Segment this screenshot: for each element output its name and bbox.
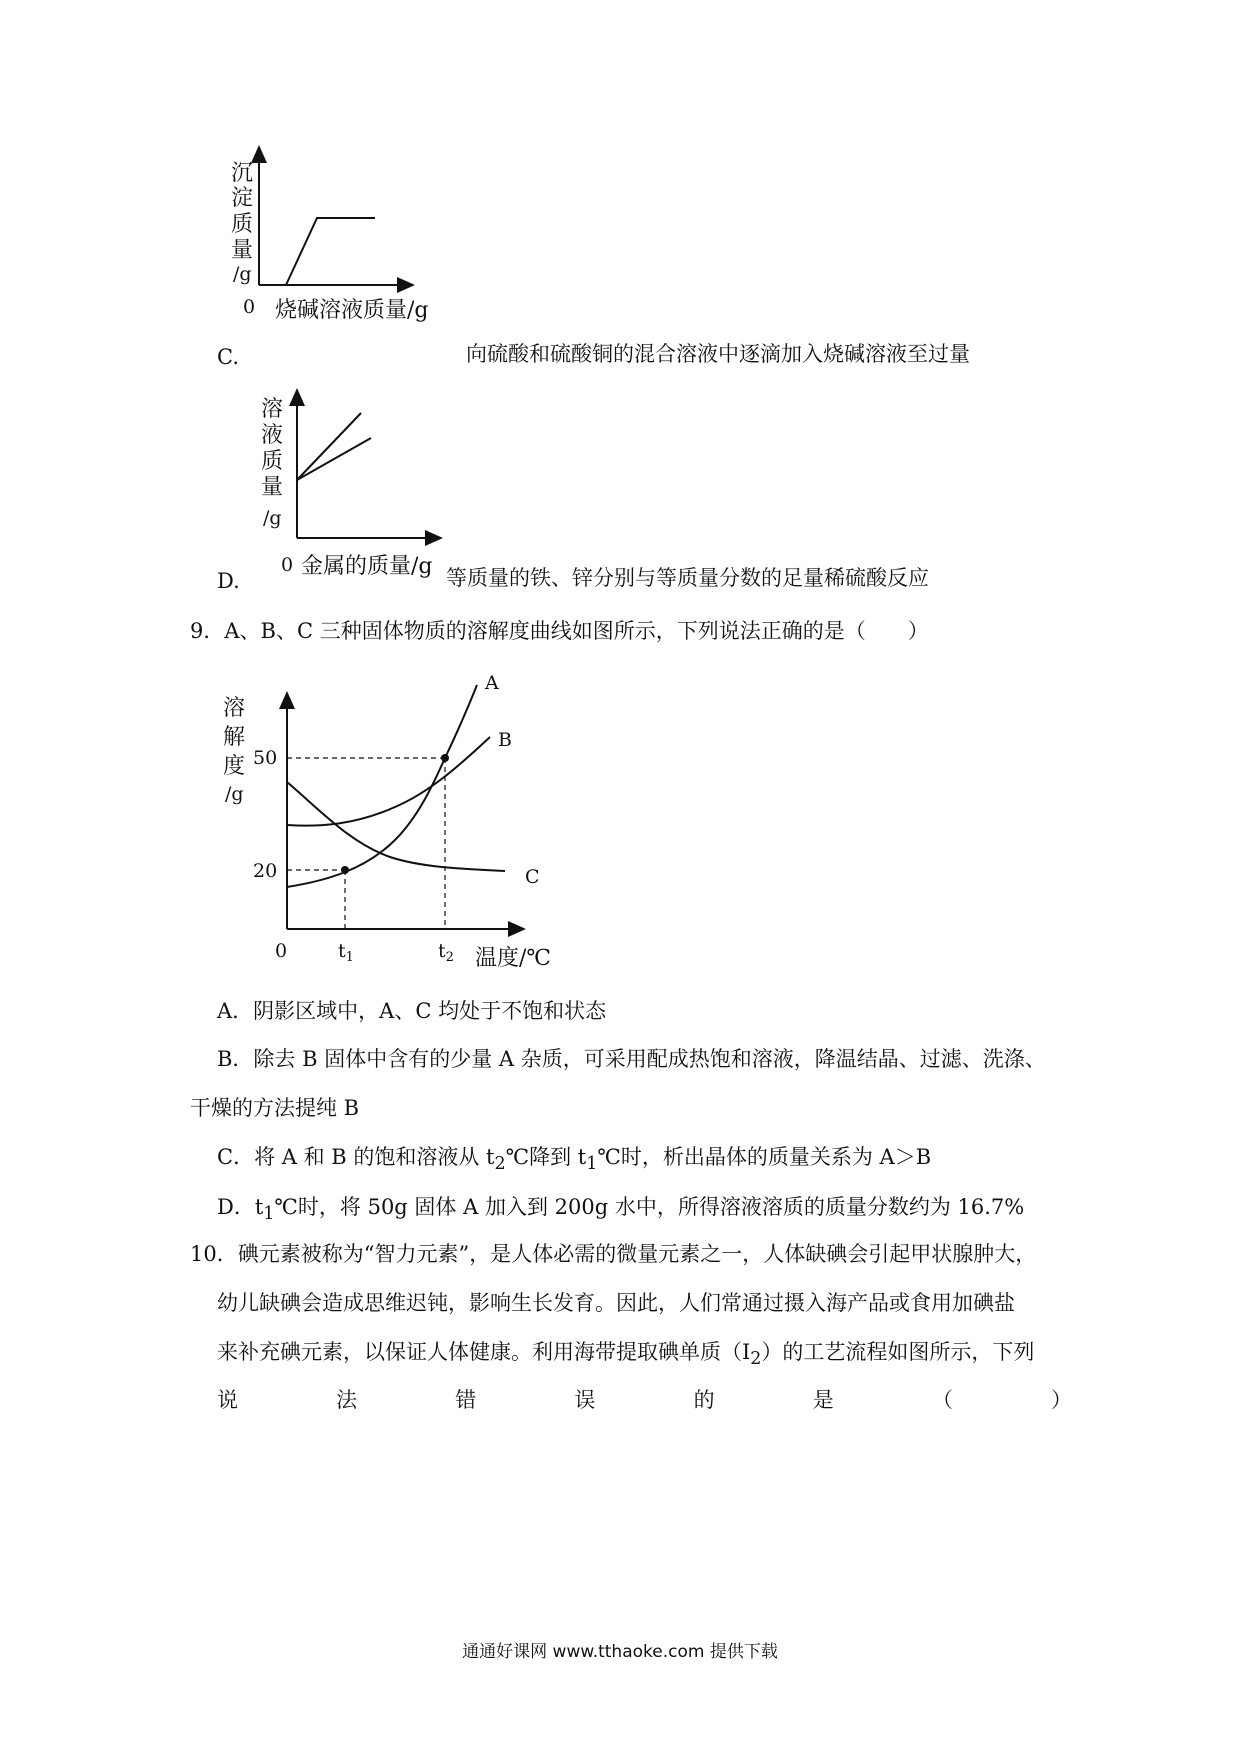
y-tick-50: 50 xyxy=(253,747,278,769)
option-c-letter: C. xyxy=(217,345,239,369)
series-label-b: B xyxy=(498,729,512,751)
y-label-char: 淀 xyxy=(231,186,254,211)
origin-label: 0 xyxy=(281,554,294,576)
q10-line4 xyxy=(217,1386,1072,1414)
origin-label: 0 xyxy=(243,296,256,318)
curve-a xyxy=(287,685,477,887)
x-axis-label: 金属的质量/g xyxy=(301,554,433,579)
q10-word: 的 xyxy=(693,1388,715,1412)
y-label-char: 质 xyxy=(231,212,254,237)
y-label-char: 量 xyxy=(231,238,254,263)
q10-word: 错 xyxy=(455,1388,477,1412)
y-label-char: 量 xyxy=(261,475,284,500)
option-c-text: 向硫酸和硫酸铜的混合溶液中逐滴加入烧碱溶液至过量 xyxy=(466,342,970,366)
y-unit: /g xyxy=(263,507,282,529)
y-unit: /g xyxy=(225,783,244,805)
y-label-char: 质 xyxy=(261,449,284,474)
y-tick-20: 20 xyxy=(253,860,278,882)
q10-word: ） xyxy=(1050,1388,1072,1412)
q10-line3: 来补充碘元素，以保证人体健康。利用海带提取碘单质$(I_2)$的工艺流程如图所示，下列 xyxy=(217,1340,1035,1370)
y-label-char: 溶 xyxy=(261,397,284,422)
q10-word: （ xyxy=(931,1388,953,1412)
series-label-c: C xyxy=(525,866,540,888)
q10-word: 误 xyxy=(574,1388,596,1412)
option-c-graph xyxy=(231,145,475,360)
q10-line1: 10．碘元素被称为“智力元素”，是人体必需的微量元素之一，人体缺碘会引起甲状腺肿大， xyxy=(190,1242,1037,1266)
x-tick-t2: $t_2$ xyxy=(438,940,454,965)
series-label-a: A xyxy=(485,672,499,694)
option-d-letter: D. xyxy=(217,569,240,593)
x-tick-t1: $t_1$ xyxy=(338,940,354,965)
curve-c xyxy=(287,782,505,871)
q10-line2: 幼儿缺碘会造成思维迟钝，影响生长发育。因此，人们常通过摄入海产品或食用加碘盐 xyxy=(217,1291,1015,1315)
option-d-text: 等质量的铁、锌分别与等质量分数的足量稀硫酸反应 xyxy=(446,566,929,590)
page-footer: 通通好课网 www.tthaoke.com 提供下载 xyxy=(462,1642,778,1662)
y-label-char: 液 xyxy=(261,423,284,448)
q10-word: 说 xyxy=(217,1388,238,1412)
y-label-char: 沉 xyxy=(231,161,254,186)
metal-curve-shallow xyxy=(297,438,371,480)
point-t2-50 xyxy=(441,754,449,762)
q9-option-b-line1: B．除去 B 固体中含有的少量 A 杂质，可采用配成热饱和溶液，降温结晶、过滤、洗涤、 xyxy=(217,1047,1046,1071)
x-axis-label: 温度/℃ xyxy=(475,946,552,971)
x-axis-label: 烧碱溶液质量/g xyxy=(275,298,429,323)
q9-option-b-line2: 干燥的方法提纯 B xyxy=(190,1096,360,1120)
precipitate-curve xyxy=(286,218,375,285)
y-label-char: 度 xyxy=(223,754,246,779)
q10-word: 法 xyxy=(336,1388,358,1412)
curve-b xyxy=(287,737,490,826)
point-t1-20 xyxy=(341,866,349,874)
q9-option-c: C．将 A 和 B 的饱和溶液从 $t_2℃$降到 $t_1℃$时，析出晶体的质量关系为 A＞B xyxy=(217,1145,932,1175)
q9-stem: 9．A、B、C 三种固体物质的溶解度曲线如图所示，下列说法正确的是（ ） xyxy=(190,619,929,643)
y-label-char: 溶 xyxy=(223,696,246,721)
y-label-char: 解 xyxy=(223,725,246,750)
solubility-chart xyxy=(205,665,565,980)
q9-option-a: A．阴影区域中，A、C 均处于不饱和状态 xyxy=(217,999,607,1023)
y-unit: /g xyxy=(233,263,252,285)
q10-word: 是 xyxy=(812,1388,834,1412)
option-d-graph xyxy=(235,386,455,586)
metal-curve-steep xyxy=(297,413,361,480)
origin-label: 0 xyxy=(275,940,288,962)
q9-option-d: D．$t_1℃$时，将 50g 固体 A 加入到 200g 水中，所得溶液溶质的质量分数约为 16.7% xyxy=(217,1195,1025,1225)
